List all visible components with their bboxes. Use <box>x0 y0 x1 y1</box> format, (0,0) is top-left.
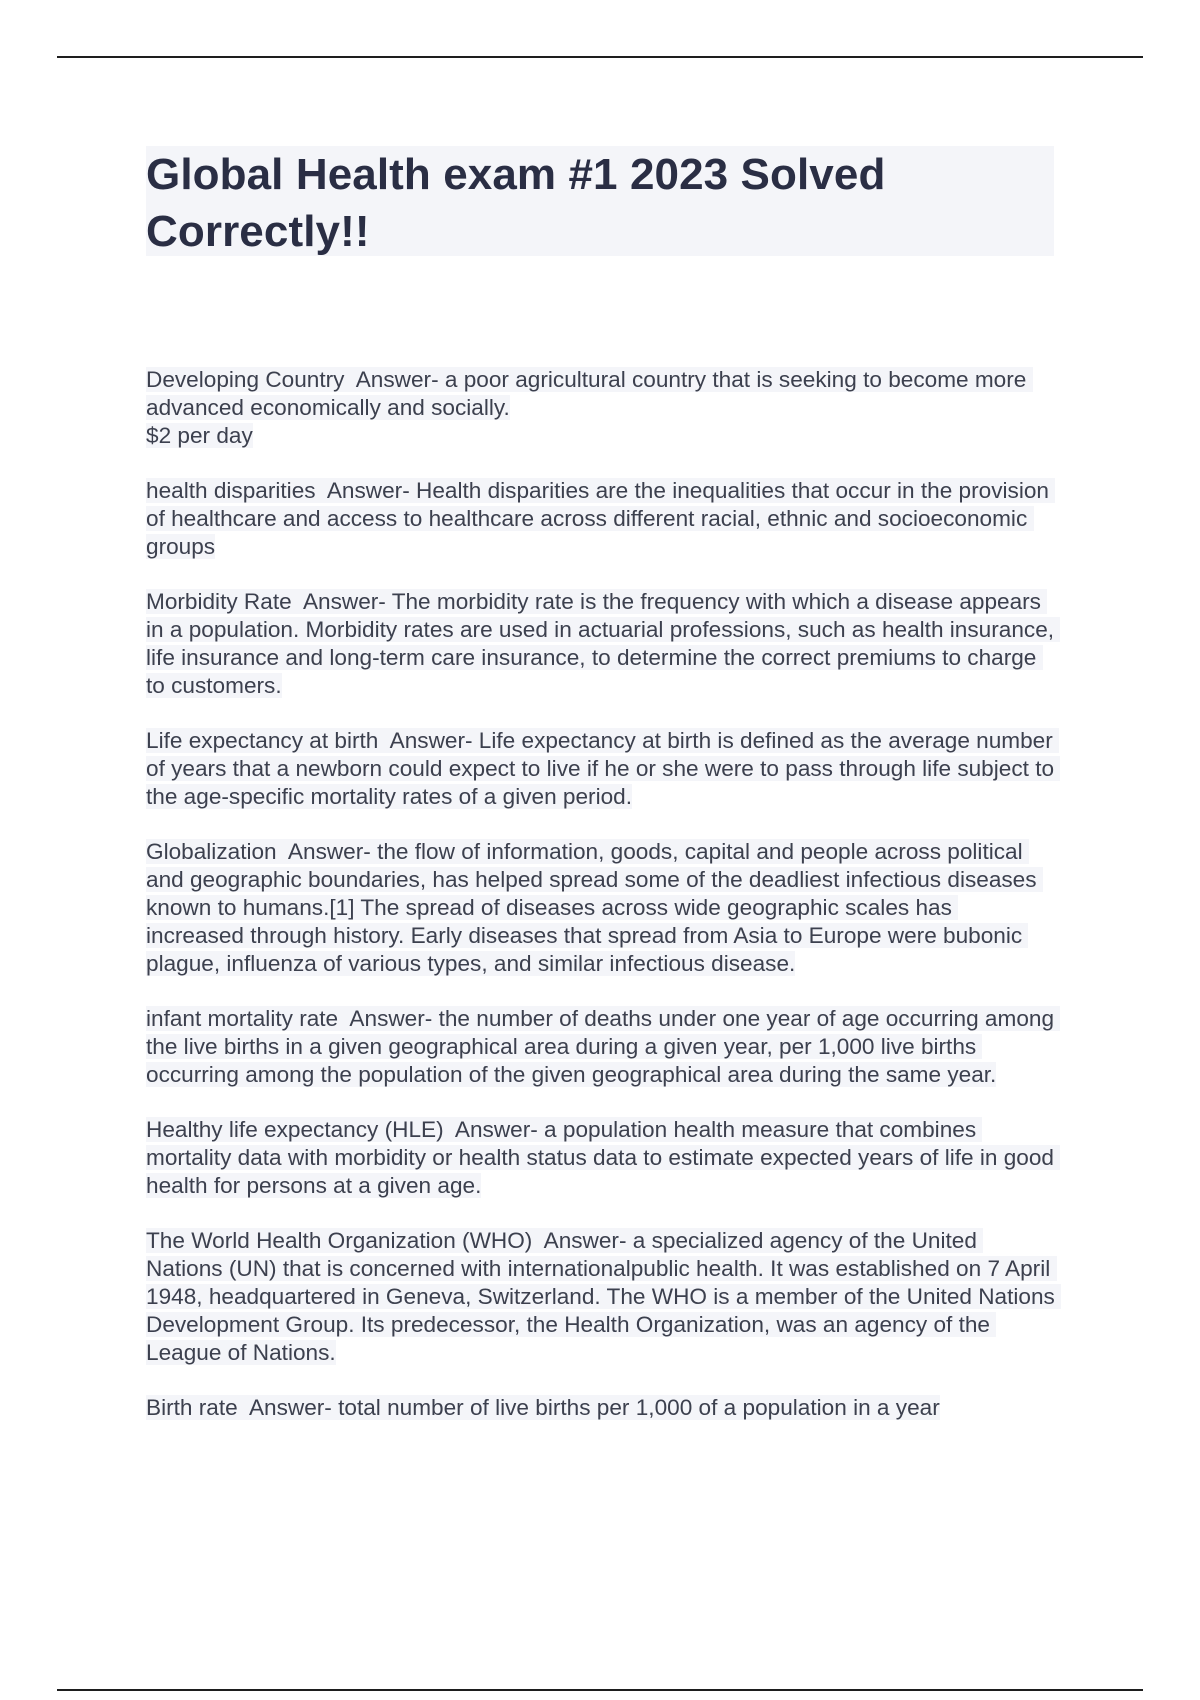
qa-entry-text: The World Health Organization (WHO) Answer- a specialized agency of the United Nations (UN) that is concerned with internationalpublic health. It was established on 7 April 1948, headquartered in Geneva, Switzerland. The WHO is a member of the United Nations Development Group. Its predecessor, the Health Organization, was an agency of the League of Nations. <box>146 1228 1062 1365</box>
page-title: Global Health exam #1 2023 Solved Correctly!! <box>146 150 886 256</box>
qa-entry <box>146 1227 1062 1367</box>
qa-entry-text: Healthy life expectancy (HLE) Answer- a population health measure that combines mortality data with morbidity or health status data to estimate expected years of life in good health for persons at a given age. <box>146 1117 1061 1198</box>
qa-entry-text: Developing Country Answer- a poor agricultural country that is seeking to become more advanced economically and socially. $2 per day <box>146 367 1033 448</box>
qa-entry <box>146 838 1056 978</box>
qa-entry-text: Life expectancy at birth Answer- Life expectancy at birth is defined as the average number of years that a newborn could expect to live if he or she were to pass through life subject to the age-specific mortality rates of a given period. <box>146 728 1061 809</box>
qa-entry <box>146 477 1056 561</box>
qa-entry-text: Morbidity Rate Answer- The morbidity rate is the frequency with which a disease appears in a population. Morbidity rates are used in actuarial professions, such as health insurance, life insurance and long-term care insurance, to determine the correct premiums to charge to customers. <box>146 589 1061 698</box>
header-rule <box>57 56 1143 58</box>
qa-entry <box>146 1005 1061 1089</box>
qa-entry <box>146 588 1061 700</box>
qa-entry <box>146 366 1056 450</box>
qa-entry-text: Birth rate Answer- total number of live births per 1,000 of a population in a year <box>146 1395 940 1420</box>
qa-entry-text: Globalization Answer- the flow of information, goods, capital and people across political and geographic boundaries, has helped spread some of the deadliest infectious diseases known to humans.[1] The spread of diseases across wide geographic scales has increased through history. Early diseases that spread from Asia to Europe were bubonic plague, influenza of various types, and similar infectious disease. <box>146 839 1043 976</box>
qa-entry <box>146 1394 1056 1422</box>
title-box <box>146 146 1054 256</box>
qa-entry-text: health disparities Answer- Health disparities are the inequalities that occur in the provision of healthcare and access to healthcare across different racial, ethnic and socioeconomic groups <box>146 478 1056 559</box>
qa-entry-text: infant mortality rate Answer- the number of deaths under one year of age occurring among the live births in a given geographical area during a given year, per 1,000 live births occurring among the population of the given geographical area during the same year. <box>146 1006 1061 1087</box>
footer-rule <box>57 1689 1143 1691</box>
qa-entry <box>146 727 1061 811</box>
qa-entry <box>146 1116 1061 1200</box>
qa-list <box>146 366 1062 1449</box>
